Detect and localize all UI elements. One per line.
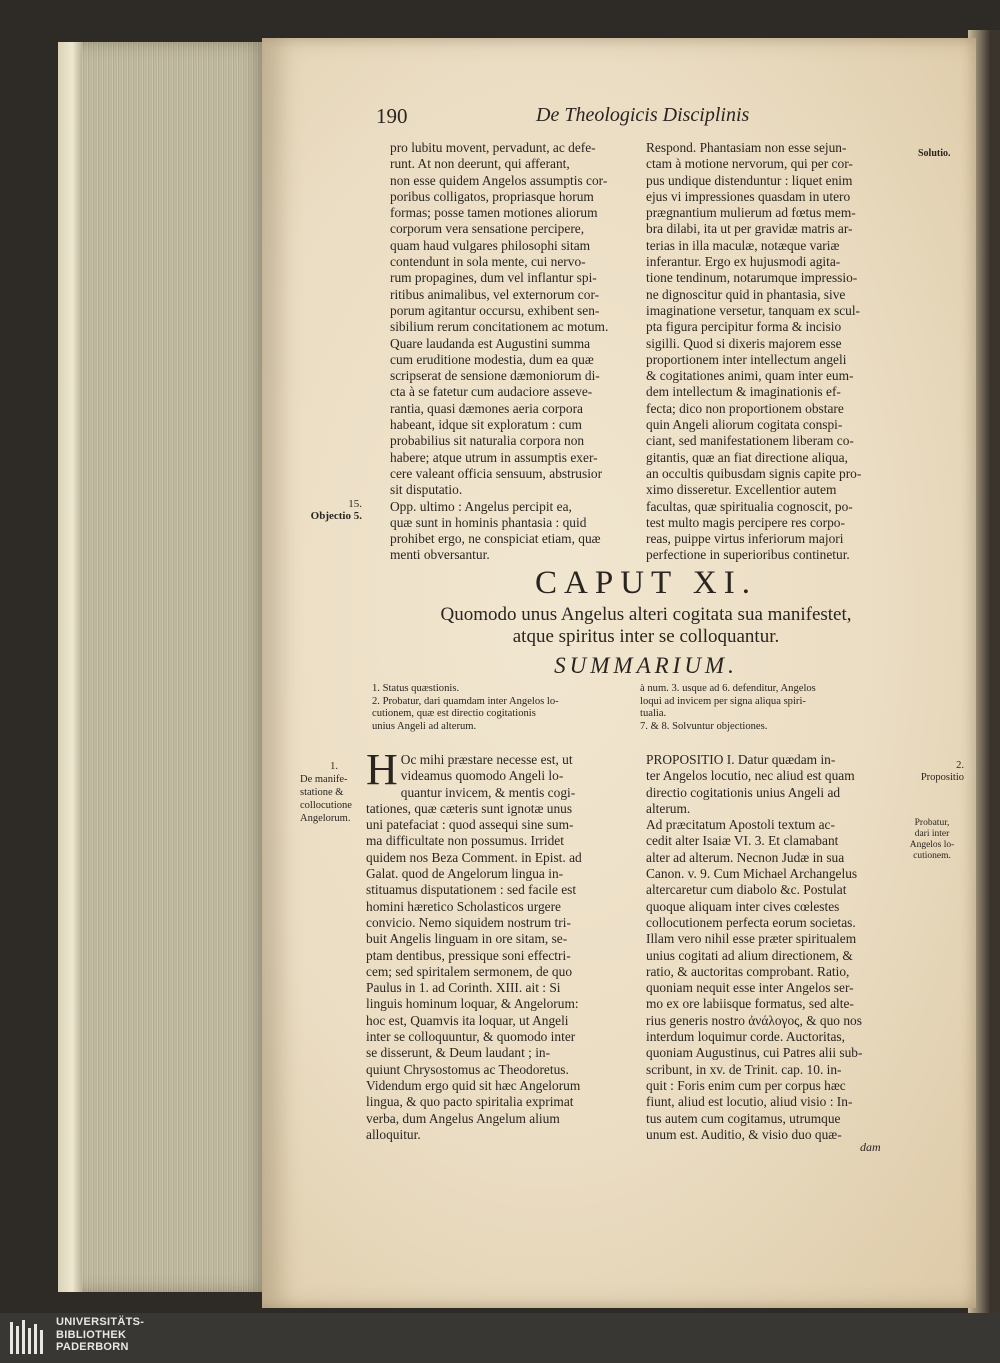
- text-line: habeant, idque sit exploratum : cum: [390, 417, 582, 433]
- margin-note-solutio: Solutio.: [918, 148, 951, 159]
- text-line: bra dilabi, ita ut per gravidæ matris ar-: [646, 221, 853, 237]
- library-name-line-1: UNIVERSITÄTS-: [56, 1316, 145, 1328]
- library-name-line-2: BIBLIOTHEK: [56, 1328, 127, 1341]
- margin-note-section-1: [300, 760, 368, 825]
- text-line: pta figura percipitur forma & incisio: [646, 319, 842, 335]
- text-line: inferantur. Ergo ex hujusmodi agita-: [646, 254, 841, 270]
- section-2-label: Propositio: [920, 772, 964, 783]
- library-logo-icon: [8, 1318, 50, 1358]
- text-line: sigilli. Quod si dixeris majorem esse: [646, 335, 842, 351]
- text-line: probabilius sit naturalia corpora non: [390, 433, 585, 449]
- section-1-label-line: statione &: [300, 787, 344, 798]
- text-line: formas; posse tamen motiones aliorum: [390, 205, 598, 221]
- text-line: cem; sed spiritalem sermonem, de quo: [366, 963, 573, 979]
- text-line: homini hæretico Scholasticos urgere: [366, 898, 561, 914]
- text-line: buit Angelis linguam in ore sitam, se-: [366, 931, 568, 947]
- text-line: alter ad alterum. Necnon Judæ in sua: [646, 849, 845, 865]
- drop-cap: H: [366, 745, 398, 794]
- text-line: altercaretur cum diabolo &c. Postulat: [646, 882, 847, 898]
- text-line: pus undique distenduntur : liquet enim: [646, 172, 853, 188]
- text-line: scribunt, in xv. de Trinit. cap. 10. in-: [646, 1061, 842, 1077]
- text-line: menti obversantur.: [390, 547, 490, 563]
- text-line: gitantis, quæ an fiat directione aliqua,: [646, 449, 848, 465]
- summary-item: loqui ad invicem per signa aliqua spiri-: [640, 695, 806, 707]
- column-right-top: [646, 140, 902, 564]
- text-line: ciant, sed manifestationem liberam co-: [646, 433, 854, 449]
- text-line: ctam à motione nervorum, qui per cor-: [646, 156, 853, 172]
- fore-edge-of-book: [58, 42, 268, 1292]
- text-line: alloquitur.: [366, 1126, 421, 1142]
- text-line: uni patefaciat : quod assequi sine sum-: [366, 817, 574, 833]
- text-line: quam haud vulgares philosophi sitam: [390, 237, 591, 253]
- library-footer: [0, 1313, 1000, 1363]
- text-line: ptam dentibus, pressique soni effectri-: [366, 947, 571, 963]
- text-line: & cogitationes animi, quam inter eum-: [646, 368, 854, 384]
- text-line: imaginatione versetur, tanquam ex scul-: [646, 302, 861, 318]
- text-line: fiunt, aliud est locutio, aliud visio : In-: [646, 1094, 853, 1110]
- text-line: Oc mihi præstare necesse est, ut: [400, 752, 573, 767]
- text-line: fecta; dico non proportionem obstare: [646, 400, 844, 416]
- summary-item: 1. Status quæstionis.: [372, 683, 460, 694]
- text-line: cta à se fatetur cum audaciore asseve-: [390, 384, 593, 400]
- running-head: [376, 104, 956, 134]
- text-line: scripserat de sensione dæmoniorum di-: [390, 368, 600, 384]
- text-line: ejus vi impressiones quasdam in utero: [646, 188, 851, 204]
- text-line: quantur invicem, & mentis cogi-: [400, 784, 576, 800]
- text-line: prægnantium mulierum ad fœtus mem-: [646, 205, 856, 221]
- text-line: quoniam Augustinus, cui Patres alii sub-: [646, 1045, 863, 1061]
- chapter-subtitle-line-1: Quomodo unus Angelus alteri cogitata sua manifestet,: [440, 604, 852, 625]
- text-line: quit : Foris enim cum per corpus hæc: [646, 1077, 846, 1093]
- summary-item: cutionem, quæ est directio cogitationis: [372, 708, 536, 719]
- margin-note-objectio: [300, 498, 362, 522]
- text-line: quæ sunt in hominis phantasia : quid: [390, 514, 587, 530]
- text-line: verba, dum Angelus Angelum alium: [366, 1110, 560, 1126]
- text-line: quidem nos Beza Comment. in Epist. ad: [366, 849, 582, 865]
- text-line: cere valeant officia sensuum, abstrusior: [390, 465, 603, 481]
- text-line: facultas, quæ spiritualia cognoscit, po-: [646, 498, 853, 514]
- probatur-label-line: dari inter: [914, 829, 950, 839]
- text-line: quiunt Chrysostomus ac Theodoretus.: [366, 1061, 569, 1077]
- margin-note-section-2: [900, 760, 964, 784]
- text-line: reas, puippe virtus inferiorum majori: [646, 531, 844, 547]
- summary-left: [372, 683, 632, 733]
- text-line: rum propagines, dum vel inflantur spi-: [390, 270, 597, 286]
- text-line: pro lubitu movent, pervadunt, ac defe-: [390, 140, 596, 155]
- section-2-number: 2.: [956, 760, 964, 771]
- text-line: alterum.: [646, 800, 691, 816]
- summary-item: tualia.: [640, 708, 667, 719]
- text-line: quin Angeli aliorum cogitata conspi-: [646, 417, 843, 433]
- text-line: Ad præcitatum Apostoli textum ac-: [646, 817, 835, 833]
- text-line: porum agitantur occursu, exhibent sen-: [390, 302, 600, 318]
- text-line: rantia, quasi dæmones aeria corpora: [390, 400, 583, 416]
- text-line: interdum loquimur corde. Auctoritas,: [646, 1029, 845, 1045]
- running-title: De Theologicis Disciplinis: [536, 104, 750, 126]
- summarium-heading: SUMMARIUM.: [554, 653, 738, 678]
- text-line: an occultis quibusdam signis capite pro-: [646, 465, 862, 481]
- text-line: runt. At non deerunt, qui afferant,: [390, 156, 570, 172]
- probatur-label-line: cutionem.: [913, 851, 951, 861]
- text-line: lingua, & quo pacto spiritalia exprimat: [366, 1094, 574, 1110]
- text-line: corporum vera sensatione percipere,: [390, 221, 585, 237]
- text-line: PROPOSITIO I. Datur quædam in-: [646, 752, 836, 767]
- library-name-line-3: PADERBORN: [56, 1341, 129, 1354]
- text-line: ter Angelos locutio, nec aliud est quam: [646, 768, 855, 784]
- section-1-label-line: De manife-: [300, 774, 348, 785]
- text-line: Opp. ultimo : Angelus percipit ea,: [390, 498, 572, 514]
- text-line: convicio. Nemo siquidem nostrum tri-: [366, 914, 571, 930]
- text-line: tationes, quæ cæteris sunt ignotæ unus: [366, 800, 573, 816]
- text-line: poribus colligatos, propriasque horum: [390, 188, 594, 204]
- text-line: collocutionem perfecta eorum societas.: [646, 914, 856, 930]
- chapter-subtitle: [390, 604, 902, 648]
- text-line: Illam vero nihil esse præter spiritualem: [646, 931, 857, 947]
- text-line: tione tendinum, notarumque impressio-: [646, 270, 858, 286]
- text-line: hoc est, Quamvis ita loquar, ut Angeli: [366, 1012, 569, 1028]
- text-line: ratio, & auctoritas comprobant. Ratio,: [646, 963, 850, 979]
- text-line: mo ex ore labiisque formatus, sed alte-: [646, 996, 854, 1012]
- text-line: perfectione in superioribus continetur.: [646, 547, 850, 563]
- text-line: contendunt in sola mente, cui nervo-: [390, 254, 586, 270]
- text-line: se disserunt, & Deum laudant ; in-: [366, 1045, 551, 1061]
- column-right-bottom: [646, 752, 900, 1143]
- text-line: ne dignoscitur quid in phantasia, sive: [646, 286, 846, 302]
- objectio-number: 15.: [348, 498, 362, 510]
- text-line: Videndum ergo quid sit hæc Angelorum: [366, 1077, 581, 1093]
- probatur-label-line: Probatur,: [914, 818, 950, 828]
- text-line: ximo disseretur. Excellentior autem: [646, 482, 837, 498]
- text-line: Respond. Phantasiam non esse sejun-: [646, 140, 847, 155]
- text-line: rius generis nostro ἀνάλογος, & quo nos: [646, 1012, 862, 1028]
- chapter-subtitle-line-2: atque spiritus inter se colloquantur.: [512, 626, 780, 647]
- section-1-label-line: collocutione: [300, 800, 352, 811]
- objectio-label: Objectio 5.: [310, 510, 362, 522]
- text-line: test multo magis percipere res corpo-: [646, 514, 845, 530]
- text-line: non esse quidem Angelos assumptis cor-: [390, 172, 608, 188]
- text-line: Quare laudanda est Augustini summa: [390, 335, 591, 351]
- text-line: ma difficultate non possumus. Irridet: [366, 833, 564, 849]
- text-line: cedit alter Isaiæ VI. 3. Et clamabant: [646, 833, 839, 849]
- summary-item: 2. Probatur, dari quamdam inter Angelos lo-: [372, 695, 559, 707]
- catchword: dam: [860, 1140, 881, 1154]
- text-line: quoque aliquam inter cives cœlestes: [646, 898, 840, 914]
- summary-item: à num. 3. usque ad 6. defenditur, Angelos: [640, 683, 816, 694]
- text-line: habere; atque utrum in assumptis exer-: [390, 449, 598, 465]
- text-line: Canon. v. 9. Cum Michael Archangelus: [646, 866, 858, 882]
- text-line: linguis hominum loquar, & Angelorum:: [366, 996, 579, 1012]
- text-line: directio cogitationis unius Angeli ad: [646, 784, 841, 800]
- margin-note-probatur: [900, 818, 964, 862]
- text-line: prohibet ergo, ne conspiciat etiam, quæ: [390, 531, 601, 547]
- text-line: unum est. Auditio, & visio duo quæ-: [646, 1126, 842, 1142]
- text-line: videamus quomodo Angeli lo-: [400, 768, 564, 784]
- summary-item: unius Angeli ad alterum.: [372, 720, 477, 732]
- text-line: Galat. quod de Angelorum lingua in-: [366, 866, 564, 882]
- text-line: dem intellectum & imaginationis ef-: [646, 384, 841, 400]
- section-1-number: 1.: [330, 761, 338, 772]
- text-line: ritibus animalibus, vel externorum cor-: [390, 286, 600, 302]
- page-stack-edge: [58, 42, 82, 1292]
- text-line: tus autem cum cogitamus, utrumque: [646, 1110, 841, 1126]
- text-line: quoniam nequit esse inter Angelos ser-: [646, 980, 854, 996]
- text-line: stituamus disputationem : sed facile est: [366, 882, 577, 898]
- summary-item: 7. & 8. Solvuntur objectiones.: [640, 720, 768, 732]
- page-number: 190: [376, 104, 408, 128]
- text-line: inter se colloquuntur, & quomodo inter: [366, 1029, 576, 1045]
- probatur-label-line: Angelos lo-: [909, 840, 955, 850]
- text-line: terias in illa maculæ, notæque variæ: [646, 237, 840, 253]
- column-left-bottom: [366, 745, 630, 1143]
- text-line: proportionem inter intellectum angeli: [646, 351, 847, 367]
- section-1-label-line: Angelorum.: [300, 813, 351, 824]
- text-line: sibilium rerum concitationem ac motum.: [390, 319, 609, 335]
- text-line: Paulus in 1. ad Corinth. XIII. ait : Si: [366, 980, 561, 996]
- library-name: [56, 1316, 144, 1354]
- column-left-top: [390, 140, 630, 564]
- text-line: sit disputatio.: [390, 482, 463, 498]
- summary-right: [640, 683, 904, 733]
- column-left-bottom-lines: [366, 745, 630, 1143]
- text-line: unius cogitati ad alium directionem, &: [646, 947, 853, 963]
- text-line: cum eruditione modestia, dum ea quæ: [390, 351, 594, 367]
- chapter-title: CAPUT XI.: [535, 565, 757, 601]
